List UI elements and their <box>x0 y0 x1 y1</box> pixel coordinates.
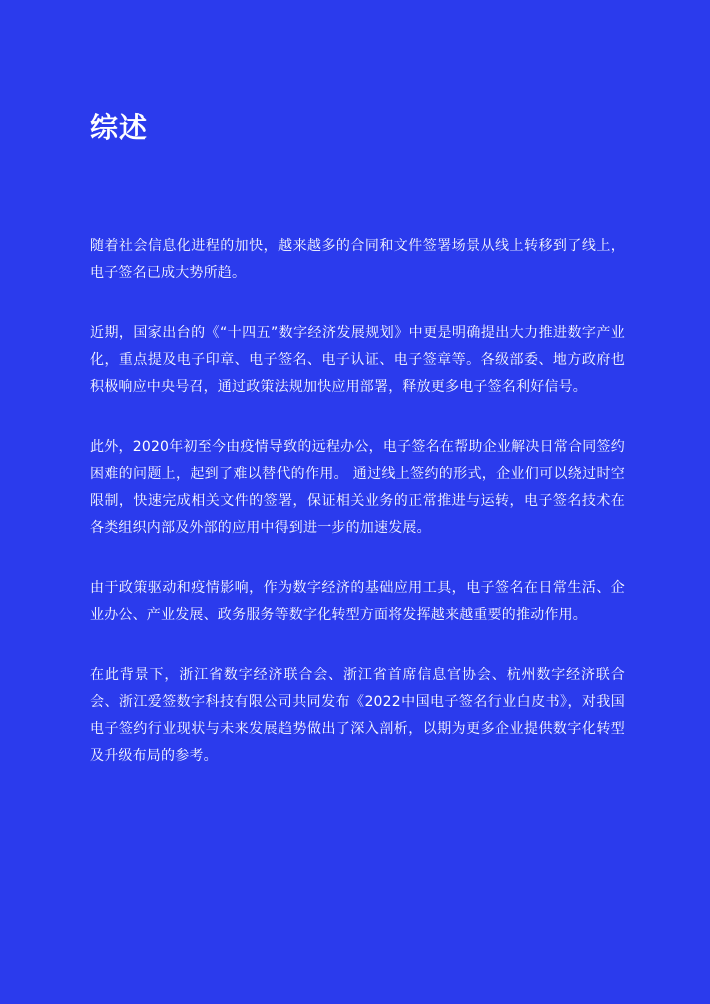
paragraph-2: 近期，国家出台的《“十四五”数字经济发展规划》中更是明确提出大力推进数字产业化，重点提及电子印章、电子签名、电子认证、电子签章等。各级部委、地方政府也积极响应中央号召，通过政策法规加快应用部署，释放更多电子签名利好信号。 <box>90 325 625 395</box>
paragraph-4: 由于政策驱动和疫情影响，作为数字经济的基础应用工具，电子签名在日常生活、企业办公、产业发展、政务服务等数字化转型方面将发挥越来越重要的推动作用。 <box>90 580 625 623</box>
page-title: 综述 <box>90 111 149 144</box>
paragraph-5: 在此背景下，浙江省数字经济联合会、浙江省首席信息官协会、杭州数字经济联合会、浙江爱签数字科技有限公司共同发布《2022中国电子签名行业白皮书》，对我国电子签约行业现状与未来发展趋势做出了深入剖析，以期为更多企业提供数字化转型及升级布局的参考。 <box>90 667 625 764</box>
paragraph-1: 随着社会信息化进程的加快，越来越多的合同和文件签署场景从线上转移到了线上，电子签名已成大势所趋。 <box>90 238 625 281</box>
body-content <box>90 233 625 803</box>
paragraph-3: 此外，2020年初至今由疫情导致的远程办公，电子签名在帮助企业解决日常合同签约困难的问题上，起到了难以替代的作用。 通过线上签约的形式，企业们可以绕过时空限制，快速完成相关文件的签署，保证相关业务的正常推进与运转，电子签名技术在各类组织内部及外部的应用中得到进一步的加速发展。 <box>90 439 625 536</box>
